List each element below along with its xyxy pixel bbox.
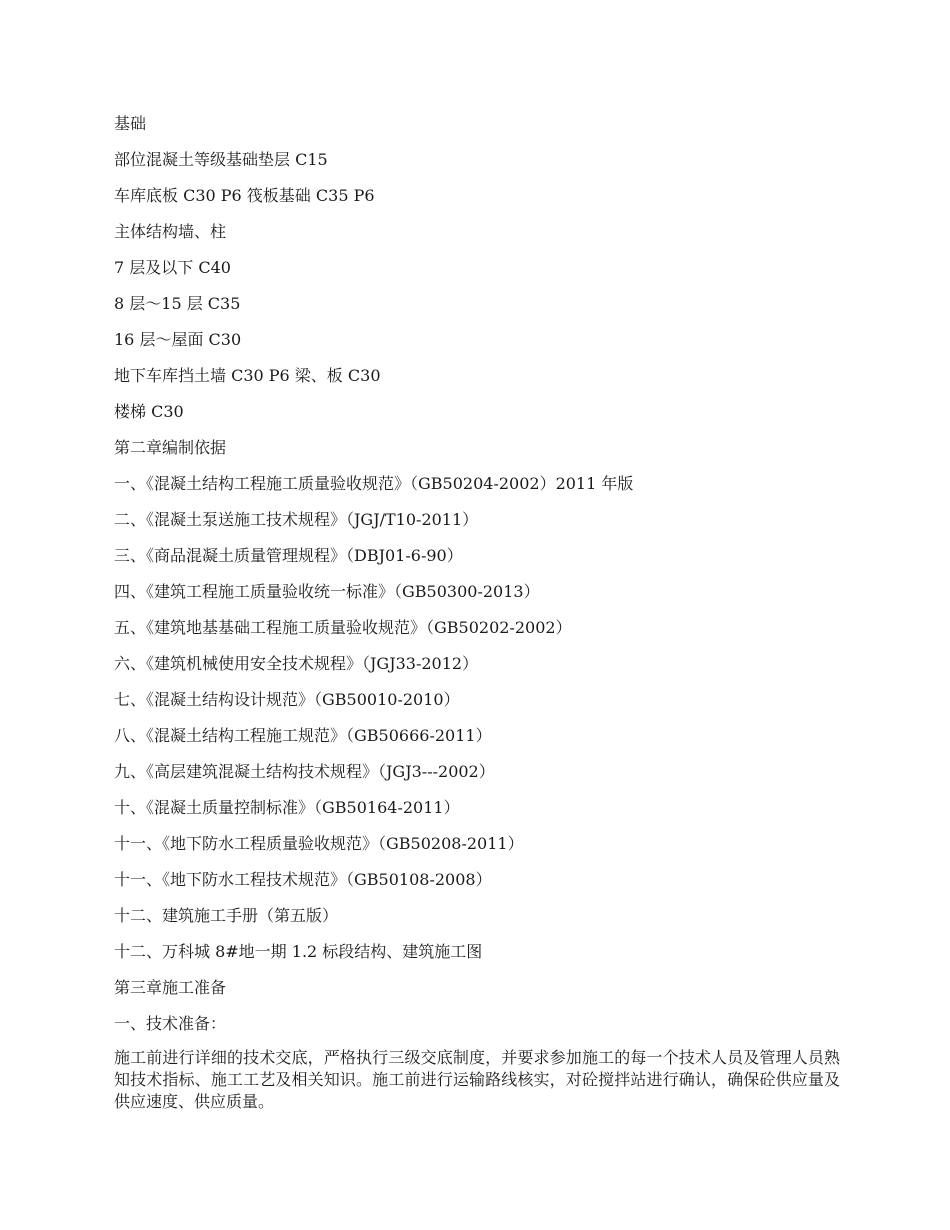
reference-item: 三、《商品混凝土质量管理规程》（DBJ01-6-90） [114,546,463,565]
reference-item: 二、《混凝土泵送施工技术规程》（JGJ/T10-2011） [114,510,479,529]
reference-item: 十、《混凝土质量控制标准》（GB50164-2011） [114,798,460,817]
reference-item: 四、《建筑工程施工质量验收统一标准》（GB50300-2013） [114,582,540,601]
chapter-heading: 第二章编制依据 [114,438,227,457]
reference-item: 七、《混凝土结构设计规范》（GB50010-2010） [114,690,460,709]
text-line: 8 层～15 层 C35 [114,294,241,313]
reference-item: 十二、建筑施工手册（第五版） [114,906,339,925]
text-line: 7 层及以下 C40 [114,258,231,277]
text-line: 基础 [114,114,147,133]
body-paragraph: 施工前进行详细的技术交底，严格执行三级交底制度，并要求参加施工的每一个技术人员及管理人员熟知技术指标、施工工艺及相关知识。施工前进行运输路线核实，对砼搅拌站进行确认，确保砼供应量及供应速度、供应质量。 [114,1048,840,1111]
reference-item: 十一、《地下防水工程质量验收规范》（GB50208-2011） [114,834,524,853]
section-heading: 一、技术准备： [114,1014,227,1033]
text-line: 车库底板 C30 P6 筏板基础 C35 P6 [114,186,375,205]
reference-item: 六、《建筑机械使用安全技术规程》（JGJ33-2012） [114,654,479,673]
text-line: 16 层～屋面 C30 [114,330,242,349]
reference-item: 一、《混凝土结构工程施工质量验收规范》（GB50204-2002）2011 年版 [114,474,634,493]
reference-item: 十一、《地下防水工程技术规范》（GB50108-2008） [114,870,492,889]
text-line: 主体结构墙、柱 [114,222,227,241]
text-line: 部位混凝土等级基础垫层 C15 [114,150,328,169]
reference-item: 九、《高层建筑混凝土结构技术规程》（JGJ3---2002） [114,762,495,781]
document-body [114,108,844,1113]
reference-item: 八、《混凝土结构工程施工规范》（GB50666-2011） [114,726,492,745]
chapter-heading: 第三章施工准备 [114,978,227,997]
text-line: 楼梯 C30 [114,402,184,421]
reference-item: 五、《建筑地基基础工程施工质量验收规范》（GB50202-2002） [114,618,572,637]
text-line: 地下车库挡土墙 C30 P6 梁、板 C30 [114,366,381,385]
reference-item: 十二、万科城 8#地一期 1.2 标段结构、建筑施工图 [114,942,483,961]
